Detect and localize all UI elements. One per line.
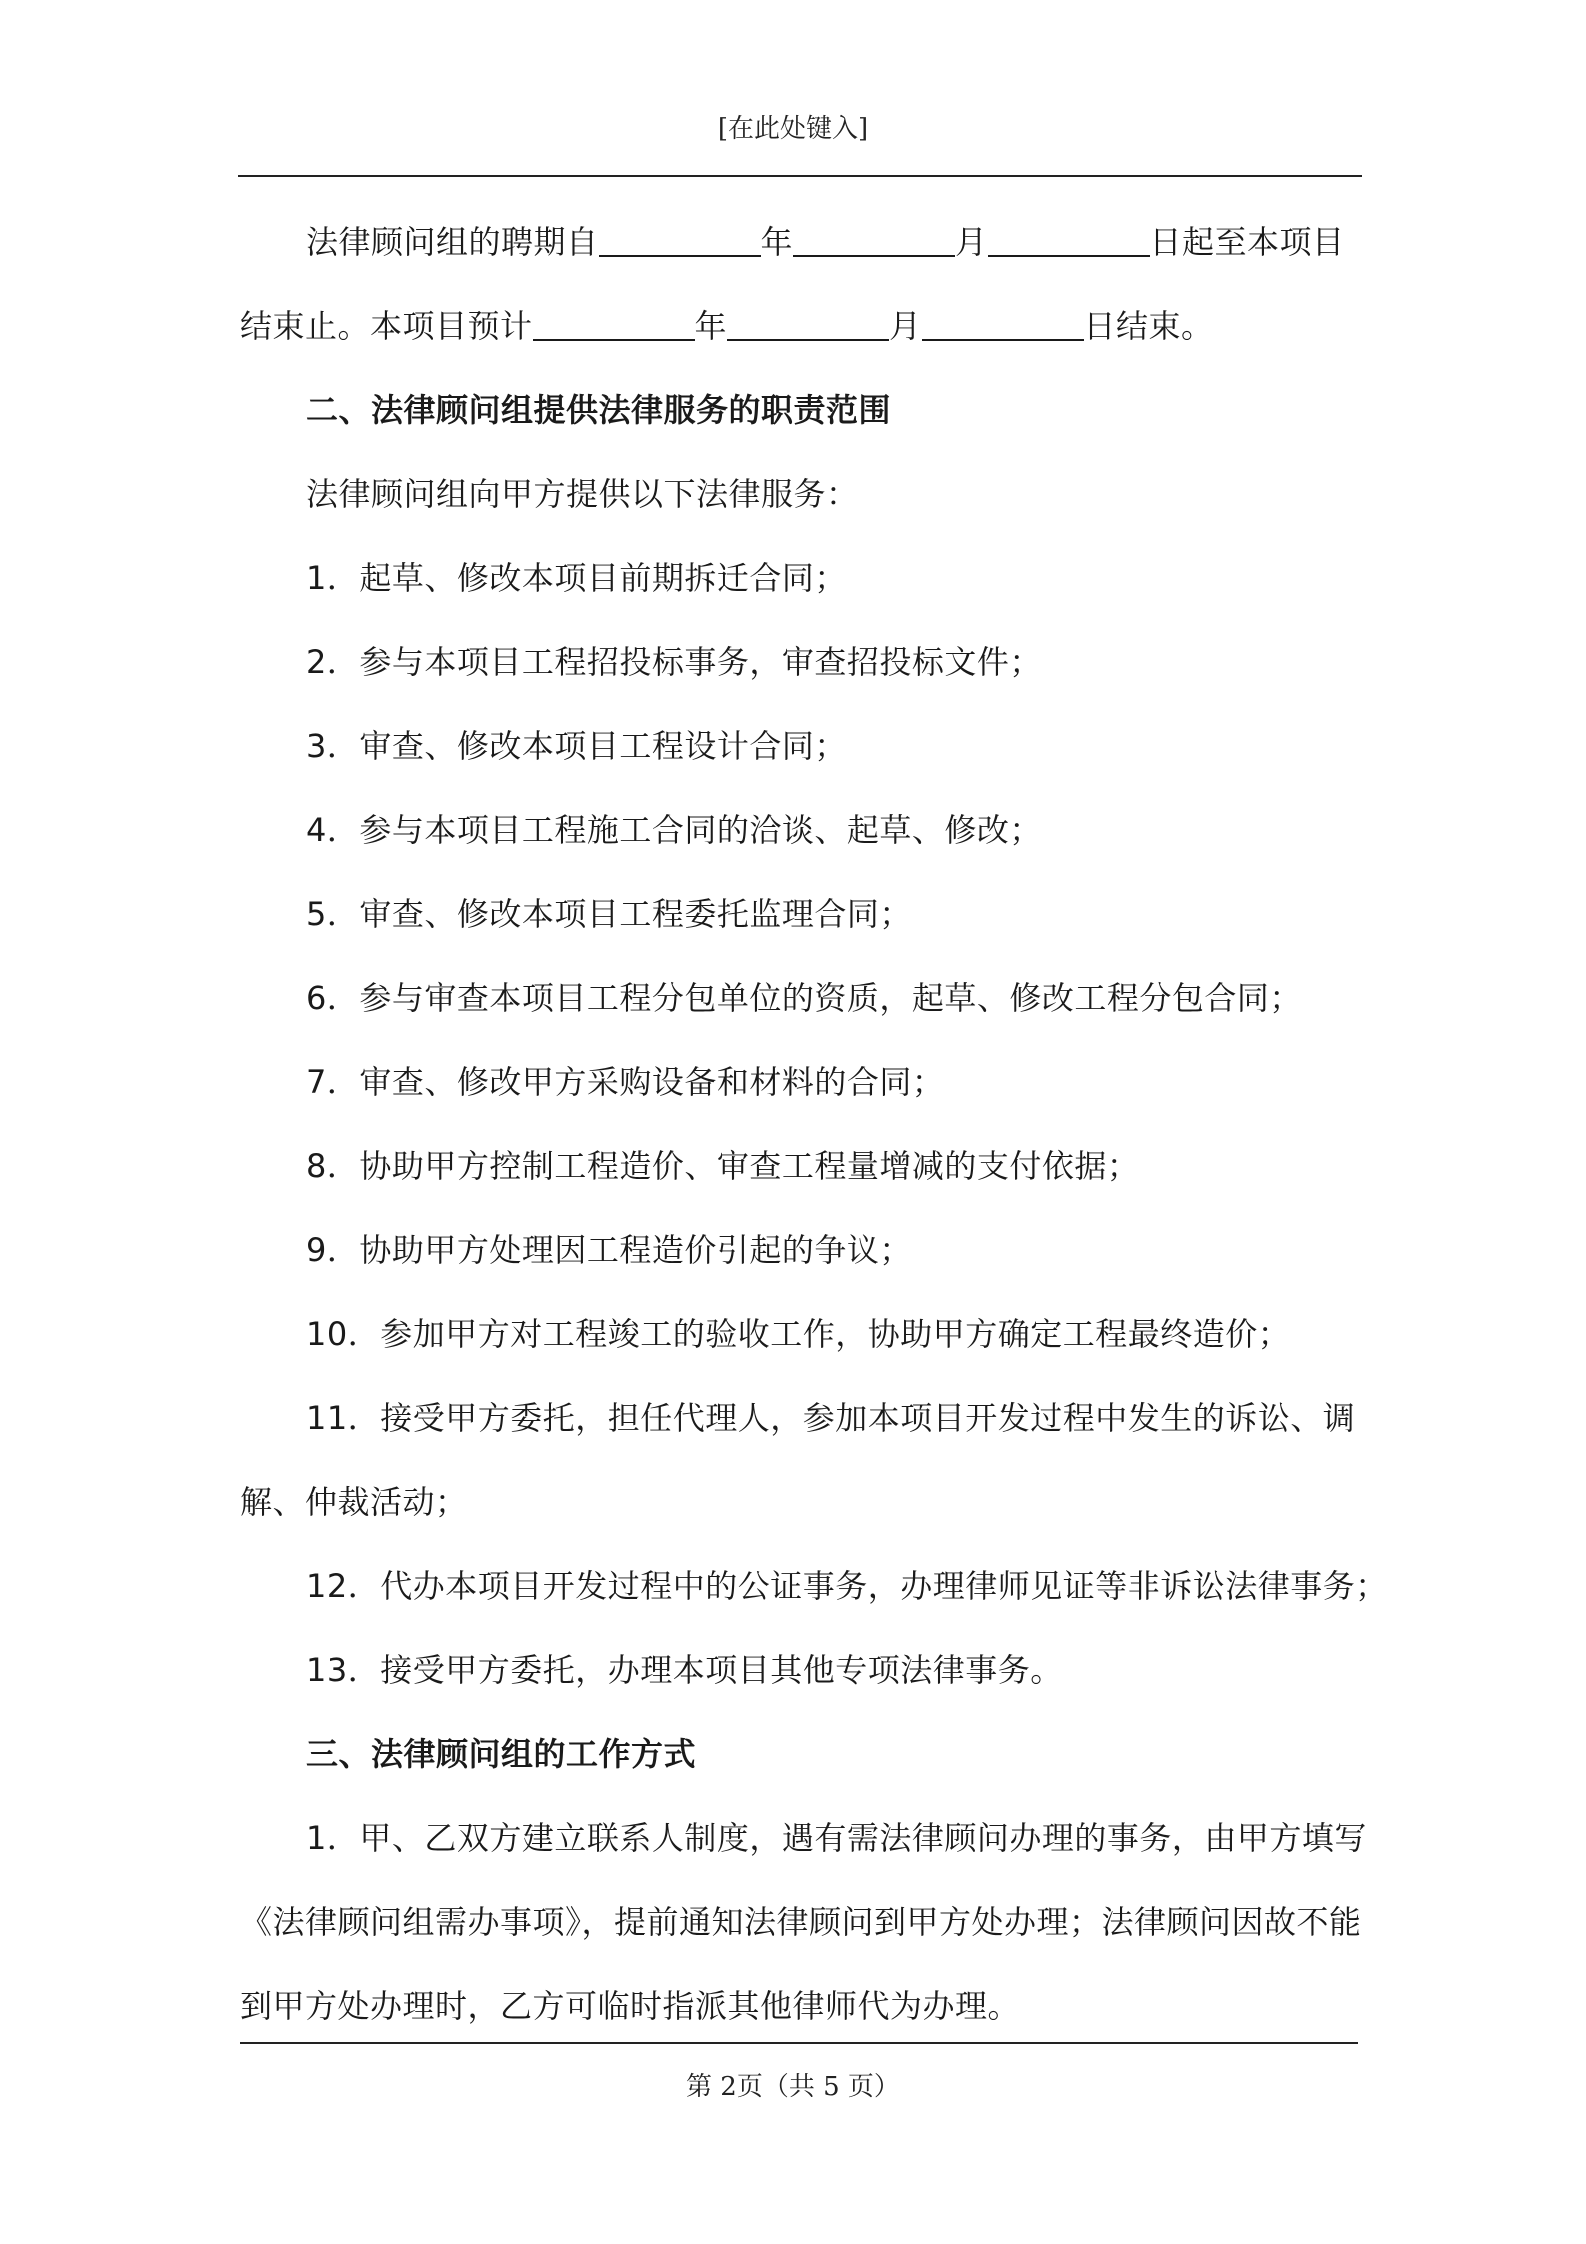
page-header: [在此处键入] <box>717 114 869 144</box>
list-item: 8．协助甲方控制工程造价、审查工程量增减的支付依据； <box>306 1147 1140 1185</box>
blank-field-month[interactable] <box>727 313 889 341</box>
list-item: 2．参与本项目工程招投标事务，审查招投标文件； <box>306 643 1042 681</box>
list-item: 11．接受甲方委托，担任代理人，参加本项目开发过程中发生的诉讼、调 <box>306 1399 1356 1437</box>
section-heading-2: 二、法律顾问组提供法律服务的职责范围 <box>306 391 892 429</box>
term-paragraph-line2 <box>240 284 1360 368</box>
list-item: 6．参与审查本项目工程分包单位的资质，起草、修改工程分包合同； <box>306 979 1302 1017</box>
text-segment: 月 <box>955 223 988 261</box>
work-method-paragraph-line1: 1．甲、乙双方建立联系人制度，遇有需法律顾问办理的事务，由甲方填写 <box>306 1819 1367 1857</box>
work-method-paragraph-line3: 到甲方处办理时，乙方可临时指派其他律师代为办理。 <box>240 1987 1021 2025</box>
section-heading-3: 三、法律顾问组的工作方式 <box>306 1735 697 1773</box>
page-footer: 第 2页（共 5 页） <box>686 2072 900 2102</box>
text-segment: 结束止。本项目预计 <box>240 307 533 345</box>
text-segment: 日结束。 <box>1083 307 1214 345</box>
footer-divider <box>240 2042 1358 2044</box>
blank-field-day[interactable] <box>922 313 1084 341</box>
blank-field-year[interactable] <box>599 229 761 257</box>
blank-field-day[interactable] <box>988 229 1150 257</box>
list-item: 7．审查、修改甲方采购设备和材料的合同； <box>306 1063 945 1101</box>
list-item: 1．起草、修改本项目前期拆迁合同； <box>306 559 847 597</box>
text-segment: 日起至本项目 <box>1149 223 1345 261</box>
list-item-continuation: 解、仲裁活动； <box>240 1483 468 1521</box>
text-segment: 月 <box>889 307 922 345</box>
blank-field-year[interactable] <box>533 313 695 341</box>
text-segment: 法律顾问组的聘期自 <box>306 223 599 261</box>
text-segment: 年 <box>760 223 794 261</box>
blank-field-month[interactable] <box>793 229 955 257</box>
list-item: 10．参加甲方对工程竣工的验收工作，协助甲方确定工程最终造价； <box>306 1315 1291 1353</box>
list-item: 13．接受甲方委托，办理本项目其他专项法律事务。 <box>306 1651 1063 1689</box>
header-divider <box>238 175 1362 177</box>
text-segment: 年 <box>694 307 728 345</box>
services-intro: 法律顾问组向甲方提供以下法律服务： <box>306 475 859 513</box>
list-item: 5．审查、修改本项目工程委托监理合同； <box>306 895 912 933</box>
list-item: 9．协助甲方处理因工程造价引起的争议； <box>306 1231 912 1269</box>
document-body <box>240 200 1388 2048</box>
list-item: 12．代办本项目开发过程中的公证事务，办理律师见证等非诉讼法律事务； <box>306 1567 1388 1605</box>
list-item: 3．审查、修改本项目工程设计合同； <box>306 727 847 765</box>
term-paragraph-line1 <box>240 200 1360 284</box>
list-item: 4．参与本项目工程施工合同的洽谈、起草、修改； <box>306 811 1042 849</box>
work-method-paragraph-line2: 《法律顾问组需办事项》，提前通知法律顾问到甲方处办理；法律顾问因故不能 <box>240 1903 1362 1941</box>
